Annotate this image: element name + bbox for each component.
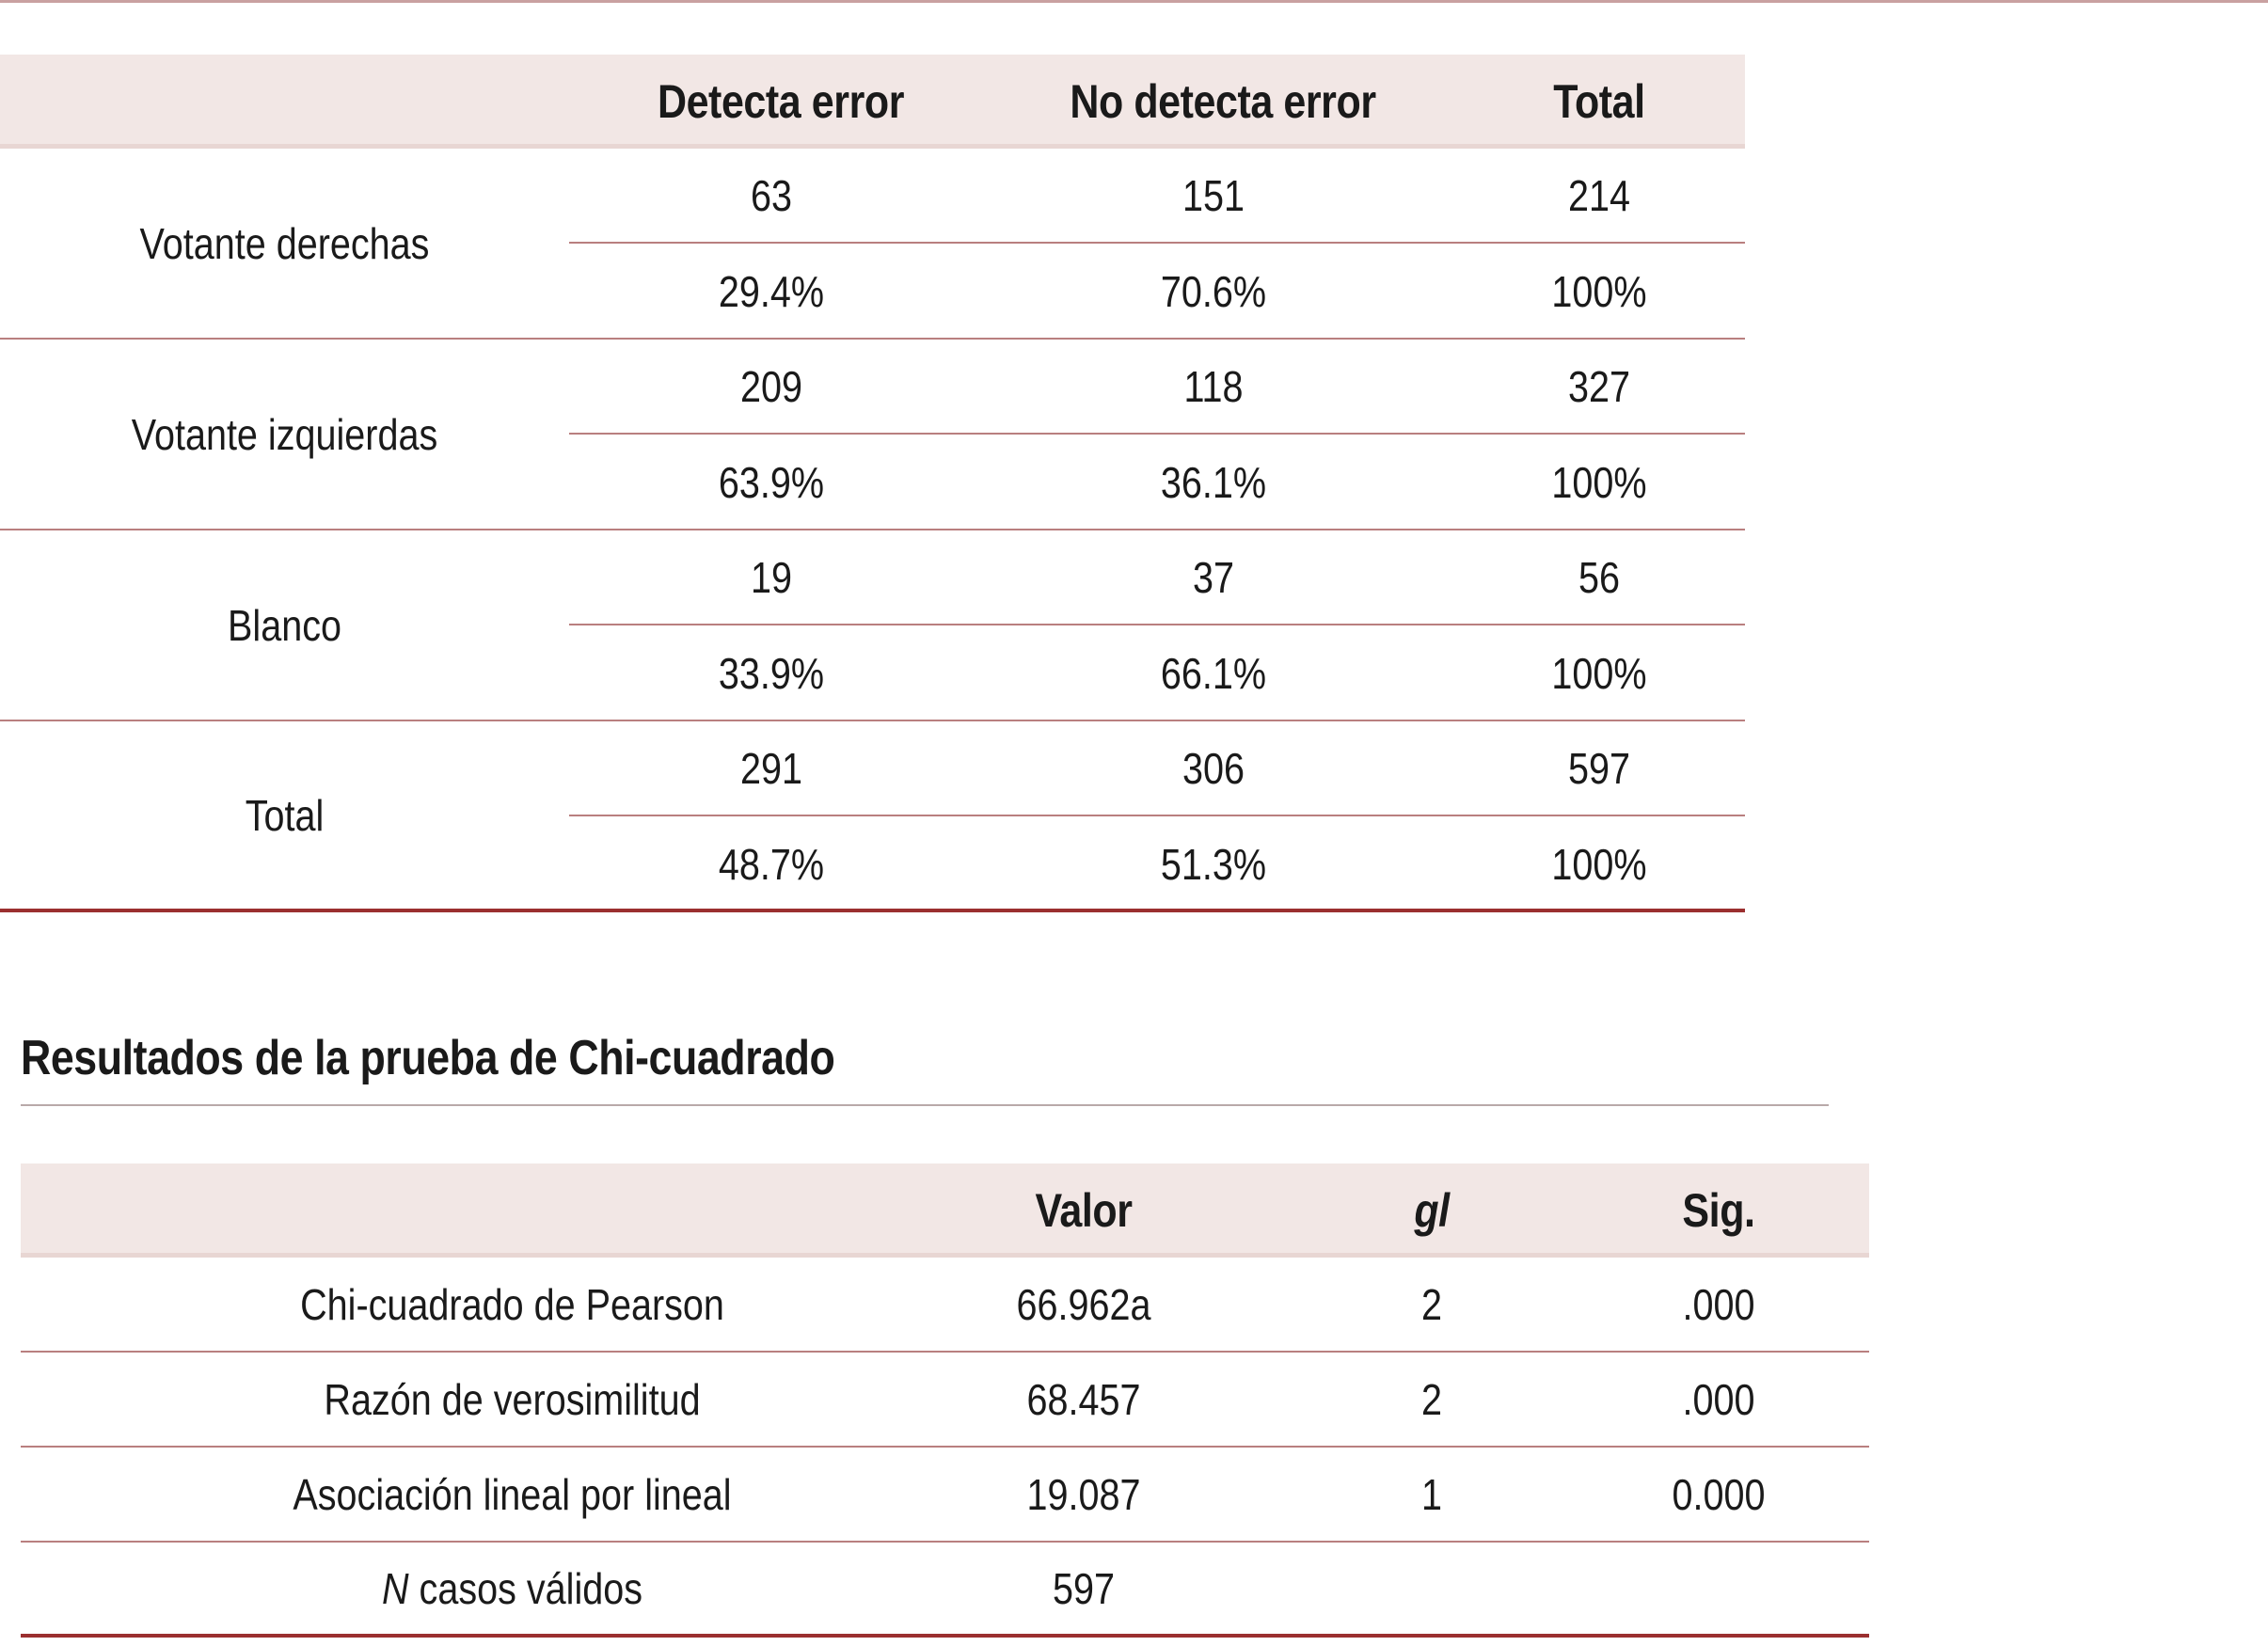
cell-percent: 100% [1551, 266, 1647, 316]
top-rule [0, 0, 2268, 3]
percent-row [569, 625, 1745, 720]
stat-sig: 0.000 [1672, 1469, 1766, 1519]
header-detecta-error: Detecta error [657, 75, 905, 128]
cell-percent: 29.4% [718, 266, 825, 316]
cell-percent: 51.3% [1160, 839, 1267, 889]
header-valor: Valor [1035, 1184, 1133, 1237]
crosstab-header-row [0, 55, 1745, 149]
percent-row [569, 816, 1745, 911]
cell-percent: 36.1% [1160, 457, 1267, 507]
stat-sig: .000 [1682, 1374, 1755, 1424]
cell-percent: 100% [1551, 457, 1647, 507]
cell-count: 151 [1182, 170, 1245, 220]
row-label: Votante derechas [139, 218, 430, 268]
cell-percent: 66.1% [1160, 648, 1267, 698]
count-row [569, 340, 1745, 435]
stat-gl: 1 [1420, 1469, 1443, 1519]
stat-label: Chi-cuadrado de Pearson [300, 1279, 724, 1329]
cell-count: 291 [739, 743, 803, 793]
cell-count: 214 [1567, 170, 1631, 220]
cell-percent: 33.9% [718, 648, 825, 698]
header-no-detecta-error: No detecta error [1070, 75, 1376, 128]
cell-percent: 48.7% [718, 839, 825, 889]
stat-sig: .000 [1682, 1279, 1755, 1329]
count-row [569, 721, 1745, 816]
stat-valor: 66.962a [1016, 1279, 1151, 1329]
stat-valor: 19.087 [1026, 1469, 1141, 1519]
stat-valor: 597 [1052, 1563, 1116, 1613]
percent-row [569, 435, 1745, 530]
header-sig: Sig. [1682, 1184, 1755, 1237]
n-label-rest: casos válidos [408, 1563, 643, 1613]
chi-header-row [21, 1163, 1869, 1258]
n-symbol: N [381, 1563, 409, 1613]
row-label: Blanco [228, 600, 341, 650]
stat-gl: 2 [1420, 1374, 1443, 1424]
count-row [569, 149, 1745, 244]
cell-count: 19 [750, 552, 792, 602]
chi-section-title: Resultados de la prueba de Chi-cuadrado [21, 1031, 835, 1085]
cell-count: 37 [1192, 552, 1234, 602]
crosstab-group-blanco [0, 530, 1745, 721]
header-total: Total [1553, 75, 1645, 128]
count-row [569, 530, 1745, 625]
percent-row [569, 244, 1745, 339]
section-rule [21, 1104, 1829, 1106]
cell-count: 597 [1567, 743, 1631, 793]
cell-count: 56 [1578, 552, 1620, 602]
row-label: Votante izquierdas [131, 409, 438, 459]
chi-row-likelihood [21, 1353, 1869, 1448]
crosstab-group-votante-derechas [0, 149, 1745, 340]
crosstab-group-votante-izquierdas [0, 340, 1745, 530]
stat-gl: 2 [1420, 1279, 1443, 1329]
cell-count: 118 [1183, 361, 1244, 411]
cell-percent: 63.9% [718, 457, 825, 507]
cell-count: 306 [1182, 743, 1245, 793]
crosstab-group-total [0, 721, 1745, 912]
cell-percent: 100% [1551, 839, 1647, 889]
header-gl: gl [1414, 1184, 1450, 1237]
cell-count: 209 [739, 361, 803, 411]
stat-valor: 68.457 [1026, 1374, 1141, 1424]
stat-label: Razón de verosimilitud [324, 1374, 701, 1424]
cell-count: 63 [750, 170, 792, 220]
chi-row-n-valid [21, 1543, 1869, 1638]
cell-percent: 100% [1551, 648, 1647, 698]
chi-row-pearson [21, 1258, 1869, 1353]
stat-label: Asociación lineal por lineal [293, 1469, 732, 1519]
stat-label-n [89, 1543, 935, 1634]
row-label: Total [245, 790, 325, 840]
chi-row-linear [21, 1448, 1869, 1543]
chi-square-table [21, 1163, 1869, 1638]
cell-count: 327 [1567, 361, 1631, 411]
crosstab-table [0, 55, 1745, 912]
cell-percent: 70.6% [1160, 266, 1267, 316]
